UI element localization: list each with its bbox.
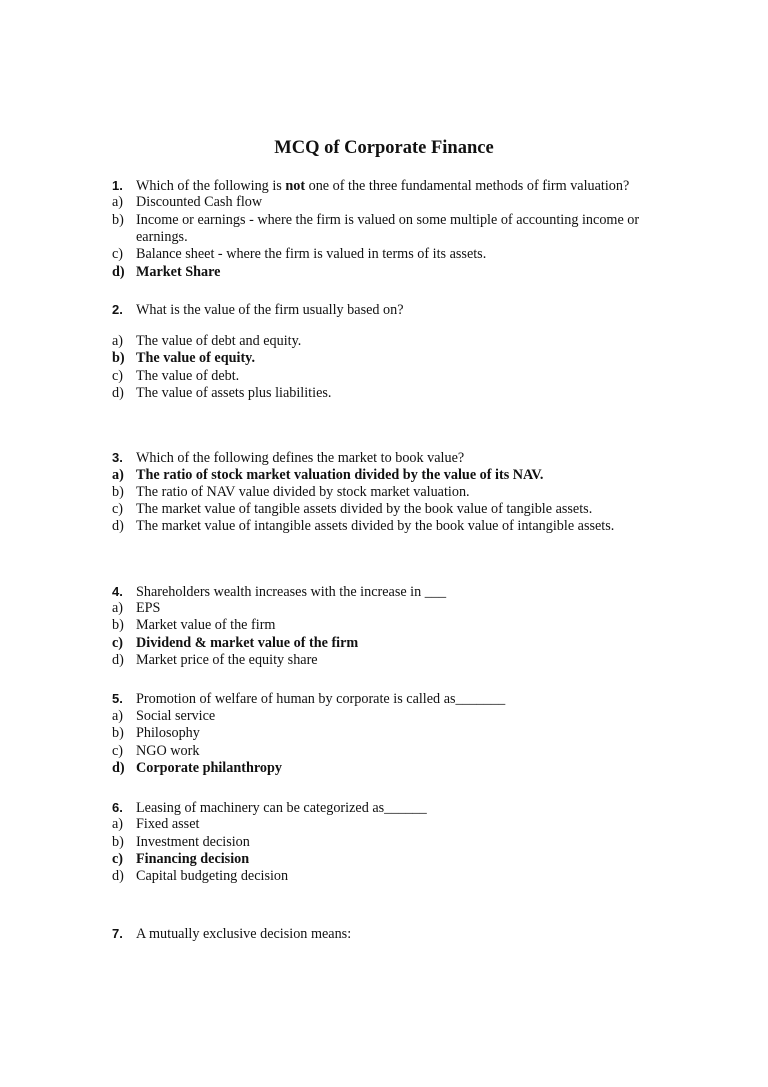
option-label: c) xyxy=(112,743,124,759)
question-text: A mutually exclusive decision means: xyxy=(136,926,352,942)
option xyxy=(112,834,702,851)
question-number: 1. xyxy=(112,178,123,193)
option-label: b) xyxy=(112,212,124,228)
option xyxy=(112,868,702,885)
question-text: What is the value of the firm usually based on? xyxy=(136,302,404,318)
question-5 xyxy=(112,690,702,708)
option xyxy=(112,518,702,535)
question-number: 7. xyxy=(112,926,123,941)
option-correct xyxy=(112,760,702,777)
option-label: b) xyxy=(112,725,124,741)
option-label: c) xyxy=(112,851,124,867)
option-text: Social service xyxy=(136,708,216,724)
option-correct xyxy=(112,467,702,484)
option-text: NGO work xyxy=(136,743,200,759)
option-correct xyxy=(112,635,702,652)
option-label: a) xyxy=(112,708,124,724)
option-label: a) xyxy=(112,194,124,210)
option-text: Market Share xyxy=(136,264,221,280)
option-label: c) xyxy=(112,246,124,262)
question-text: Promotion of welfare of human by corporate is called as_______ xyxy=(136,691,506,707)
option-text: Discounted Cash flow xyxy=(136,194,263,210)
option-text: The value of debt. xyxy=(136,368,240,384)
option-text: The value of equity. xyxy=(136,350,256,366)
option-label: b) xyxy=(112,834,124,850)
option-text: The market value of intangible assets divided by the book value of intangible assets. xyxy=(136,518,615,534)
option-text: Fixed asset xyxy=(136,816,200,832)
option-text: The value of assets plus liabilities. xyxy=(136,385,332,401)
question-2 xyxy=(112,301,702,319)
question-1 xyxy=(112,177,702,195)
option-text: Dividend & market value of the firm xyxy=(136,635,359,651)
option-text: EPS xyxy=(136,600,161,616)
option-text: Balance sheet - where the firm is valued in terms of its assets. xyxy=(136,246,487,262)
question-number: 2. xyxy=(112,302,123,317)
option-correct xyxy=(112,264,702,281)
option-text: Capital budgeting decision xyxy=(136,868,289,884)
option-label: a) xyxy=(112,333,124,349)
option-text: Financing decision xyxy=(136,851,250,867)
option-label: d) xyxy=(112,264,125,280)
option-text: Investment decision xyxy=(136,834,250,850)
option-label: b) xyxy=(112,617,124,633)
option-text: Market price of the equity share xyxy=(136,652,318,668)
option-label: c) xyxy=(112,501,124,517)
option xyxy=(112,385,702,402)
question-text: Which of the following defines the market to book value? xyxy=(136,450,465,466)
question-text: Leasing of machinery can be categorized as______ xyxy=(136,800,427,816)
question-text: Shareholders wealth increases with the increase in ___ xyxy=(136,584,447,600)
option xyxy=(112,725,702,742)
option-label: a) xyxy=(112,467,124,483)
question-number: 4. xyxy=(112,584,123,599)
question-6 xyxy=(112,799,702,817)
option-text: Philosophy xyxy=(136,725,200,741)
question-number: 5. xyxy=(112,691,123,706)
question-number: 6. xyxy=(112,800,123,815)
option-text: The ratio of stock market valuation divided by the value of its NAV. xyxy=(136,467,544,483)
option xyxy=(112,743,702,760)
option-text: The value of debt and equity. xyxy=(136,333,302,349)
option-label: c) xyxy=(112,635,124,651)
question-text: Which of the following is xyxy=(136,178,286,194)
option-label: d) xyxy=(112,868,124,884)
option xyxy=(112,246,702,263)
option-correct xyxy=(112,851,702,868)
option-label: c) xyxy=(112,368,124,384)
option xyxy=(112,617,702,634)
option-continuation: earnings. xyxy=(136,229,188,245)
option-label: a) xyxy=(112,600,124,616)
option xyxy=(112,600,702,617)
question-text-emphasis: not xyxy=(285,178,306,194)
option-label: b) xyxy=(112,350,125,366)
option-label: d) xyxy=(112,518,124,534)
option-label: a) xyxy=(112,816,124,832)
question-4 xyxy=(112,583,702,601)
option-text: Market value of the firm xyxy=(136,617,276,633)
option xyxy=(112,484,702,501)
option xyxy=(112,652,702,669)
option-text: Income or earnings - where the firm is valued on some multiple of accounting income or xyxy=(136,212,640,228)
option xyxy=(112,368,702,385)
option xyxy=(112,501,702,518)
option xyxy=(112,212,702,229)
question-number: 3. xyxy=(112,450,123,465)
question-text: one of the three fundamental methods of firm valuation? xyxy=(305,178,630,194)
option xyxy=(112,333,702,350)
question-3 xyxy=(112,449,702,467)
question-7 xyxy=(112,925,702,943)
option xyxy=(112,708,702,725)
option xyxy=(112,816,702,833)
option-label: d) xyxy=(112,652,124,668)
page-title: MCQ of Corporate Finance xyxy=(274,138,494,158)
option xyxy=(112,194,702,211)
option-correct xyxy=(112,350,702,367)
option-text: The ratio of NAV value divided by stock market valuation. xyxy=(136,484,470,500)
option-text: Corporate philanthropy xyxy=(136,760,282,776)
option-label: d) xyxy=(112,760,125,776)
option-text: The market value of tangible assets divided by the book value of tangible assets. xyxy=(136,501,593,517)
option-label: b) xyxy=(112,484,124,500)
option-label: d) xyxy=(112,385,124,401)
